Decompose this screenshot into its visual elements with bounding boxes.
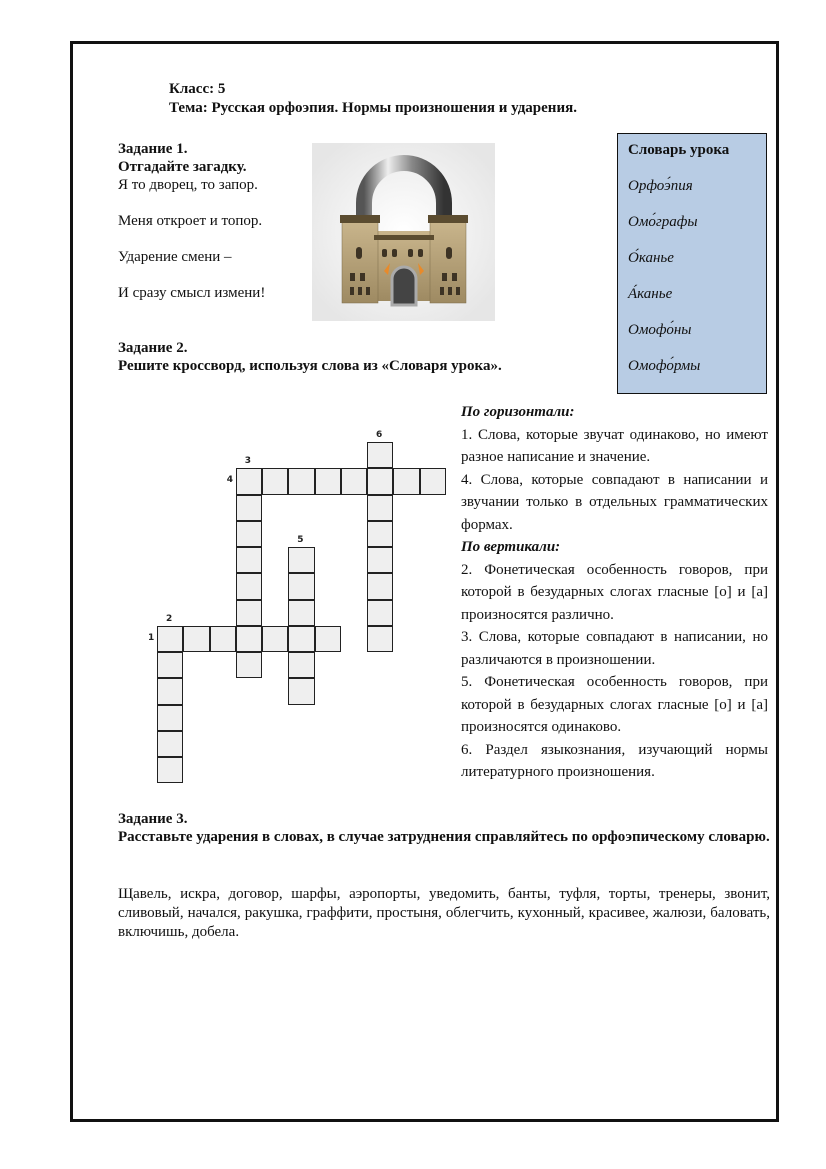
crossword-cell[interactable] bbox=[420, 468, 446, 494]
crossword-cell[interactable] bbox=[367, 547, 393, 573]
crossword-cell[interactable] bbox=[288, 547, 314, 573]
vocabulary-word: О́канье bbox=[628, 250, 674, 266]
vocabulary-title: Словарь урока bbox=[628, 142, 730, 158]
clue-number-6: 6 bbox=[376, 430, 383, 440]
riddle-line: Ударение смени – bbox=[118, 249, 232, 265]
crossword-cell[interactable] bbox=[367, 442, 393, 468]
clue-number-4: 4 bbox=[226, 475, 234, 486]
clue-number-3: 3 bbox=[244, 456, 252, 467]
crossword-cell[interactable] bbox=[236, 495, 262, 521]
crossword-cell[interactable] bbox=[288, 678, 314, 704]
clue-down-5: 5. Фонетическая особенность говоров, при которой в безударных слогах гласные [о] и [а] произносятся одинаково. bbox=[461, 674, 768, 735]
task1-section bbox=[118, 140, 265, 302]
clue-across-1: 1. Слова, которые звучат одинаково, но имеют разное написание и значение. bbox=[461, 426, 768, 465]
task2-instruction: Решите кроссворд, используя слова из «Словаря урока». bbox=[118, 358, 502, 374]
clue-down-6: 6. Раздел языкознания, изучающий нормы литературного произношения. bbox=[461, 741, 768, 780]
crossword-cell[interactable] bbox=[315, 468, 341, 494]
crossword-cell[interactable] bbox=[367, 626, 393, 652]
crossword-cell[interactable] bbox=[341, 468, 367, 494]
topic-label: Тема: Русская орфоэпия. Нормы произношения и ударения. bbox=[169, 100, 577, 116]
clue-number-5: 5 bbox=[297, 535, 304, 545]
crossword-cell[interactable] bbox=[367, 600, 393, 626]
task2-title: Задание 2. bbox=[118, 340, 188, 356]
crossword-cell[interactable] bbox=[236, 521, 262, 547]
crossword-grid bbox=[148, 430, 457, 792]
crossword-cell[interactable] bbox=[288, 626, 314, 652]
lesson-vocabulary-box bbox=[617, 133, 767, 394]
riddle-line: Меня откроет и топор. bbox=[118, 213, 263, 229]
crossword-cell[interactable] bbox=[367, 495, 393, 521]
grade-label: Класс: 5 bbox=[169, 81, 226, 97]
clue-down-3: 3. Слова, которые совпадают в написании, но различаются в произношении. bbox=[461, 629, 768, 668]
crossword-cell[interactable] bbox=[236, 626, 262, 652]
crossword-cell[interactable] bbox=[393, 468, 419, 494]
crossword-cell[interactable] bbox=[262, 468, 288, 494]
crossword-cell[interactable] bbox=[236, 573, 262, 599]
clue-number-1: 1 bbox=[148, 632, 155, 643]
crossword-clues bbox=[461, 401, 768, 784]
task1-instruction: Отгадайте загадку. bbox=[118, 159, 247, 175]
task3-instruction: Расставьте ударения в словах, в случае затруднения справляйтесь по орфоэпическому словарю. bbox=[118, 829, 770, 845]
across-heading: По горизонтали: bbox=[461, 404, 575, 420]
vocabulary-word: А́канье bbox=[628, 286, 673, 302]
crossword-cell[interactable] bbox=[315, 626, 341, 652]
vocabulary-word: Омофо́ны bbox=[628, 322, 692, 338]
crossword-cell[interactable] bbox=[262, 626, 288, 652]
crossword-cell[interactable] bbox=[288, 652, 314, 678]
task1-title: Задание 1. bbox=[118, 141, 188, 157]
crossword-cell[interactable] bbox=[157, 678, 183, 704]
crossword-cell[interactable] bbox=[157, 731, 183, 757]
crossword-cell[interactable] bbox=[157, 626, 183, 652]
crossword-cell[interactable] bbox=[288, 600, 314, 626]
crossword-cell[interactable] bbox=[236, 652, 262, 678]
stress-word-list: Щавель, искра, договор, шарфы, аэропорты, уведомить, банты, туфля, торты, тренеры, звонит, сливовый, начался, ракушка, граффити, простыня, облегчить, кухонный, красивее, жалюзи, баловать, включишь, добела. bbox=[118, 886, 770, 940]
crossword-cell[interactable] bbox=[367, 573, 393, 599]
task3-heading bbox=[118, 810, 770, 846]
crossword-cell[interactable] bbox=[367, 521, 393, 547]
task3-title: Задание 3. bbox=[118, 811, 188, 827]
crossword-cell[interactable] bbox=[210, 626, 236, 652]
clue-across-4: 4. Слова, которые совпадают в написании и звучании только в отдельных грамматических формах. bbox=[461, 471, 768, 533]
crossword-cell[interactable] bbox=[236, 600, 262, 626]
crossword-cell[interactable] bbox=[157, 705, 183, 731]
clue-down-2: 2. Фонетическая особенность говоров, при которой в безударных слогах гласные [о] и [а] произносятся различно. bbox=[461, 561, 768, 623]
vocabulary-word: Омофо́рмы bbox=[628, 358, 701, 374]
riddle-line: Я то дворец, то запор. bbox=[118, 177, 258, 193]
down-heading: По вертикали: bbox=[461, 539, 561, 555]
clue-number-2: 2 bbox=[166, 613, 173, 624]
worksheet-header bbox=[169, 80, 577, 118]
crossword-cell[interactable] bbox=[288, 468, 314, 494]
crossword-cell[interactable] bbox=[157, 757, 183, 783]
crossword-cell[interactable] bbox=[157, 652, 183, 678]
task2-heading bbox=[118, 339, 502, 375]
riddle-line: И сразу смысл измени! bbox=[118, 285, 266, 301]
crossword-cell[interactable] bbox=[288, 573, 314, 599]
crossword-cell[interactable] bbox=[236, 547, 262, 573]
crossword-cell[interactable] bbox=[367, 468, 393, 494]
vocabulary-word: Омо́графы bbox=[628, 214, 698, 230]
vocabulary-word: Орфоэ́пия bbox=[628, 178, 693, 194]
crossword-cell[interactable] bbox=[183, 626, 209, 652]
castle-padlock-image bbox=[312, 143, 495, 321]
crossword-cell[interactable] bbox=[236, 468, 262, 494]
